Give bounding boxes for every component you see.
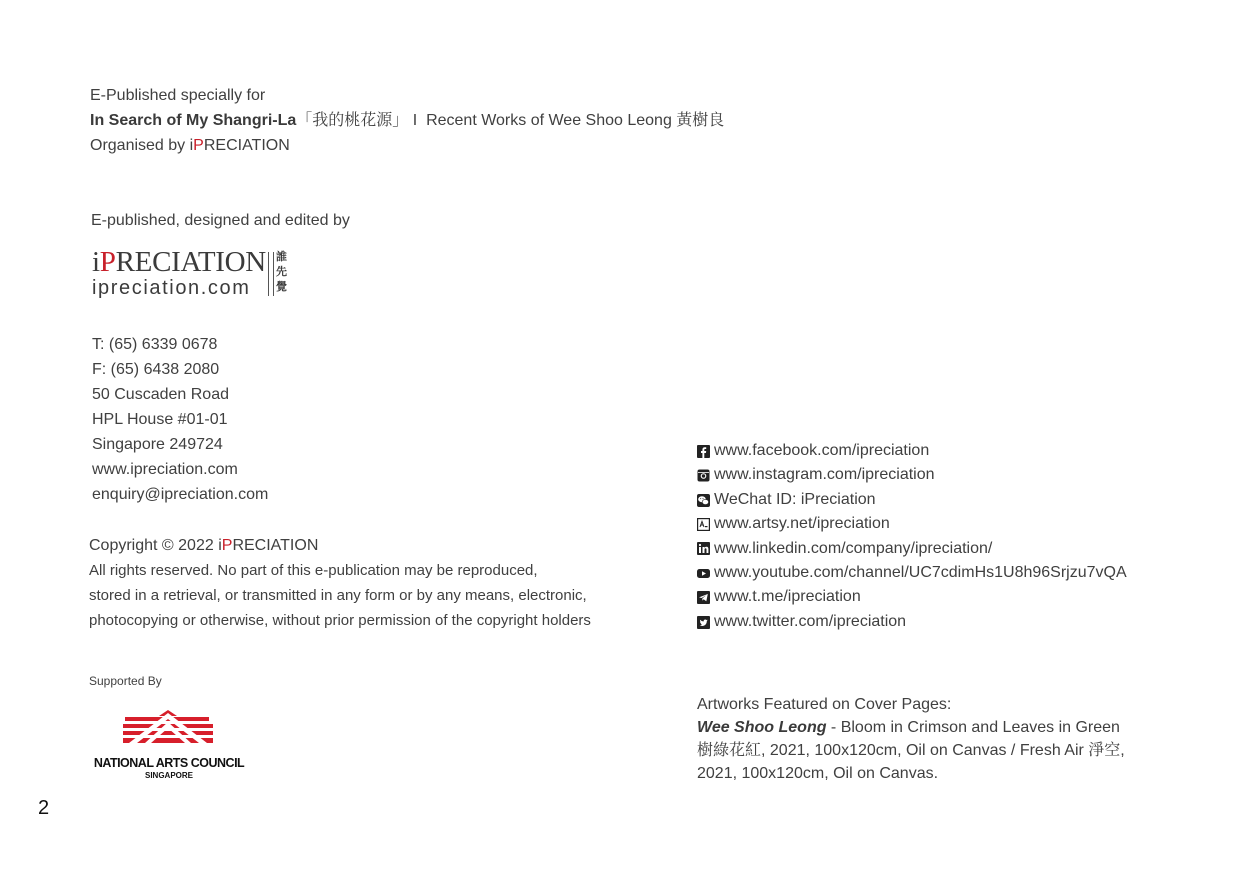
publication-subtitle: Recent Works of Wee Shoo Leong 黃樹良	[426, 112, 725, 129]
fax: F: (65) 6438 2080	[92, 361, 220, 378]
social-item-artsy[interactable]	[697, 512, 1127, 536]
linkedin-icon	[697, 542, 710, 555]
cover-line-2: 樹綠花紅, 2021, 100x120cm, Oil on Canvas / Fresh Air 淨空,	[697, 742, 1125, 759]
logo-rest: RECIATION	[115, 246, 266, 278]
publication-title-bold: In Search of My Shangri-La	[90, 112, 297, 129]
cover-line-3: 2021, 100x120cm, Oil on Canvas.	[697, 765, 939, 782]
organiser-i: i	[189, 137, 194, 154]
social-text: WeChat ID: iPreciation	[714, 490, 876, 508]
social-item-twitter[interactable]	[697, 610, 1127, 634]
social-item-youtube[interactable]	[697, 561, 1127, 585]
logo-divider	[268, 252, 274, 296]
copyright-block	[89, 533, 591, 633]
rights-line-1: All rights reserved. No part of this e-publication may be reproduced,	[89, 562, 538, 579]
copyright-line	[89, 533, 591, 558]
publication-intro: E-Published specially for	[90, 87, 266, 104]
social-item-linkedin[interactable]	[697, 537, 1127, 561]
ipreciation-logo	[92, 247, 288, 299]
contact-info	[92, 332, 268, 507]
cover-artworks	[697, 693, 1125, 785]
phone: T: (65) 6339 0678	[92, 336, 218, 353]
organised-by	[90, 133, 724, 158]
logo-p: P	[99, 246, 116, 278]
cover-line-1	[697, 716, 1125, 739]
logo-wordmark	[92, 247, 266, 277]
social-text: www.youtube.com/channel/UC7cdimHs1U8h96Srjzu7vQA	[714, 564, 1127, 582]
rights-line-3: photocopying or otherwise, without prior permission of the copyright holders	[89, 612, 591, 629]
organised-prefix: Organised by	[90, 137, 190, 154]
copyright-brand-rest: RECIATION	[232, 537, 319, 554]
social-item-wechat[interactable]	[697, 488, 1127, 512]
social-text: www.linkedin.com/company/ipreciation/	[714, 539, 993, 557]
publication-title	[90, 108, 724, 133]
logo-i: i	[92, 246, 100, 278]
wechat-icon	[697, 494, 710, 507]
social-item-instagram[interactable]	[697, 463, 1127, 487]
organiser-p: P	[193, 137, 204, 154]
social-text: www.instagram.com/ipreciation	[714, 466, 935, 484]
organiser-rest: RECIATION	[203, 137, 290, 154]
social-text: www.artsy.net/ipreciation	[714, 515, 890, 533]
social-text: www.twitter.com/ipreciation	[714, 612, 907, 630]
title-separator: I	[412, 112, 418, 129]
cover-heading: Artworks Featured on Cover Pages:	[697, 696, 952, 713]
twitter-icon	[697, 616, 710, 629]
publisher-label: E-published, designed and edited by	[91, 212, 350, 229]
rights-line-2: stored in a retrieval, or transmitted in any form or by any means, electronic,	[89, 587, 587, 604]
artist-name: Wee Shoo Leong	[697, 719, 827, 736]
telegram-icon	[697, 591, 710, 604]
address-line-3: Singapore 249724	[92, 436, 223, 453]
facebook-icon	[697, 445, 710, 458]
logo-cjk: 誰先覺	[275, 251, 287, 293]
social-item-facebook[interactable]	[697, 439, 1127, 463]
copyright-prefix: Copyright © 2022	[89, 537, 219, 554]
publication-title-cjk: 「我的桃花源」	[296, 112, 409, 129]
address-line-1: 50 Cuscaden Road	[92, 386, 229, 403]
copyright-brand-p: P	[221, 537, 233, 554]
artwork-title-1: - Bloom in Crimson and Leaves in Green	[826, 719, 1120, 736]
page-number: 2	[38, 797, 50, 819]
social-text: www.facebook.com/ipreciation	[714, 442, 930, 459]
national-arts-council-logo	[89, 708, 247, 753]
nac-country: SINGAPORE	[144, 771, 193, 780]
website-link[interactable]: www.ipreciation.com	[92, 461, 238, 478]
nac-wordmark	[90, 756, 248, 781]
nac-emblem-icon	[89, 708, 247, 748]
logo-domain: ipreciation.com	[92, 277, 251, 299]
publication-info	[90, 83, 724, 158]
email-link[interactable]: enquiry@ipreciation.com	[92, 486, 269, 503]
instagram-icon	[697, 469, 710, 482]
supported-by-label: Supported By	[89, 674, 162, 688]
artsy-icon	[697, 518, 710, 531]
copyright-brand-i: i	[218, 537, 222, 554]
address-line-2: HPL House #01-01	[92, 411, 228, 428]
social-text: www.t.me/ipreciation	[714, 588, 861, 606]
nac-name: NATIONAL ARTS COUNCIL	[93, 756, 245, 770]
social-links	[697, 439, 1127, 634]
youtube-icon	[697, 567, 710, 580]
social-item-telegram[interactable]	[697, 585, 1127, 609]
